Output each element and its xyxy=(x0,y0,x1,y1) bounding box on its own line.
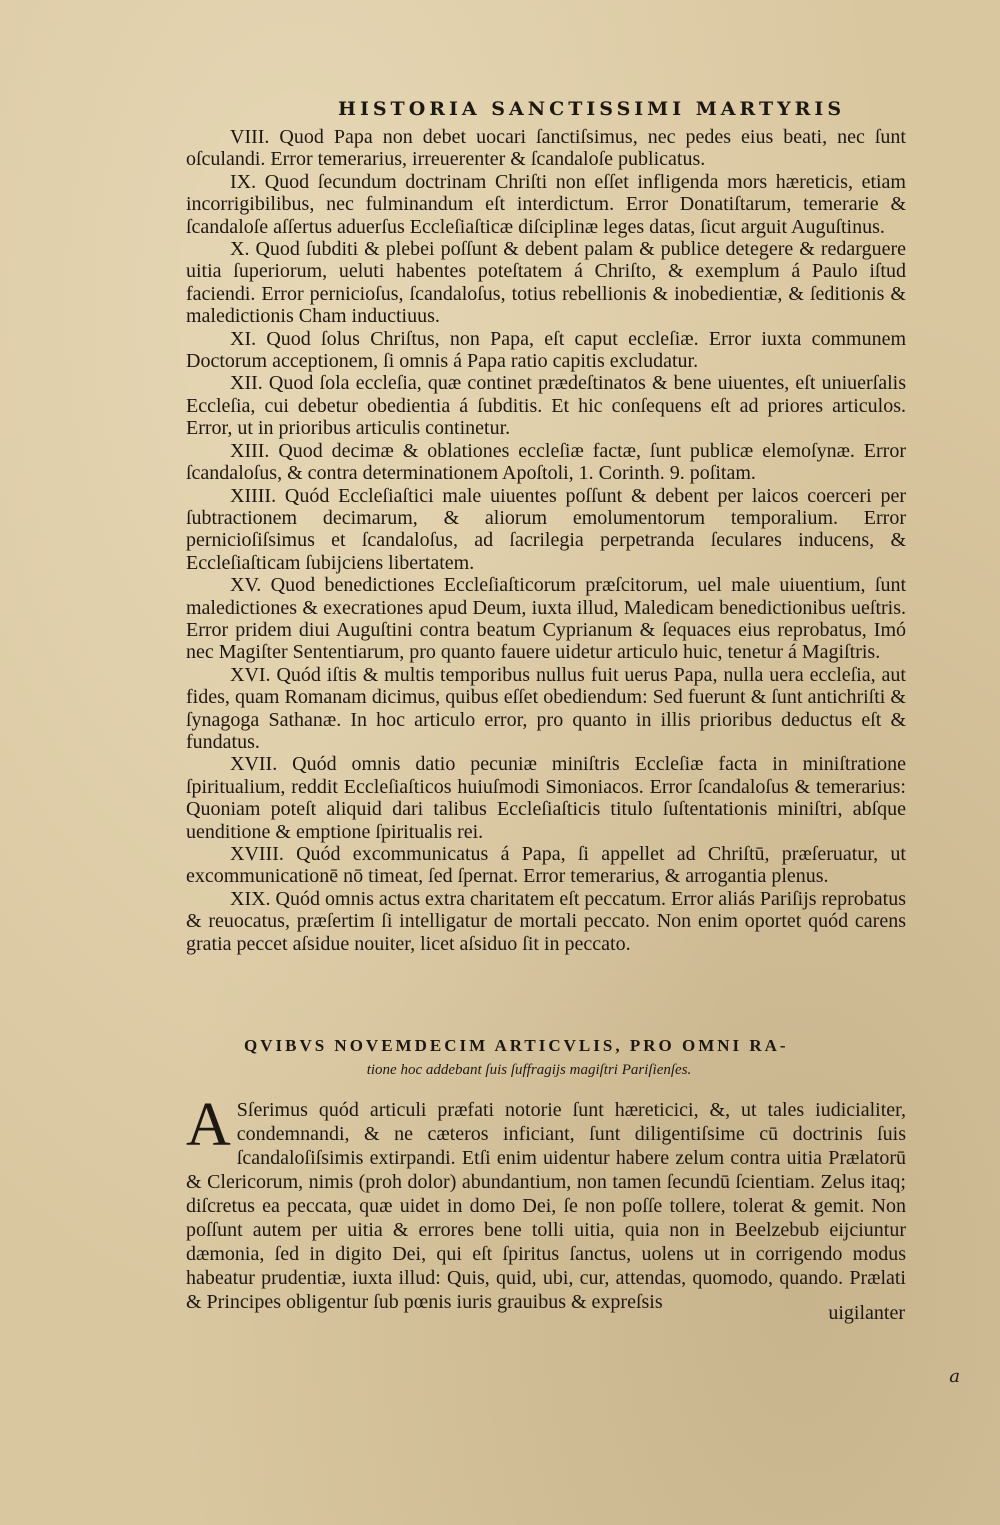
running-title: HISTORIA SANCTISSIMI MARTYRIS xyxy=(338,98,846,120)
closing-paragraph xyxy=(186,1091,906,1314)
article-xi: XI. Quod ſolus Chriſtus, non Papa, eſt caput eccleſiæ. Error iuxta communem Doctorum acceptionem, ſi omnis á Papa ratio capitis excludatur. xyxy=(186,327,906,373)
article-xiii: XIII. Quod decimæ & oblationes eccleſiæ factæ, ſunt publicæ elemoſynæ. Error ſcandaloſus, & contra determinationem Apoſtoli, 1. Corinth. 9. poſitam. xyxy=(186,439,906,485)
article-xix: XIX. Quód omnis actus extra charitatem eſt peccatum. Error aliás Pariſijs reprobatus & reuocatus, præſertim ſi intelligatur de mortali peccato. Non enim oportet quód carens gratia peccet aſsidue nouiter, licet aſsiduo ſit in peccato. xyxy=(186,887,906,955)
article-xviii: XVIII. Quód excommunicatus á Papa, ſi appellet ad Chriſtū, præſeruatur, ut excommunicationē nō timeat, ſed ſpernat. Error temerarius, & arrogantia plenus. xyxy=(186,843,906,888)
article-x: X. Quod ſubditi & plebei poſſunt & debent palam & publice detegere & redarguere uitia ſuperiorum, ueluti habentes poteſtatem á Chriſto, & exemplum á Paulo iſtud faciendi. Error pernicioſus, ſcandaloſus, totius rebellionis & inobedientiæ, & ſeditionis & maledictionis Cham inductiuus. xyxy=(186,238,906,328)
article-xv: XV. Quod benedictiones Eccleſiaſticorum præſcitorum, uel male uiuentium, ſunt maledictiones & execrationes apud Deum, iuxta illud, Maledicam benedictionibus ueſtris. Error pridem diui Auguſtini contra beatum Cyprianum & ſequaces eius reprobatus, Imó nec Magiſter Sententiarum, pro quanto fauere uidetur articulo huic, tenetur á Magiſtris. xyxy=(186,574,906,664)
drop-cap: A xyxy=(186,1091,231,1159)
article-xiiii: XIIII. Quód Eccleſiaſtici male uiuentes poſſunt & debent per laicos coerceri per ſubtractionem decimarum, & aliorum emolumentorum temporalium. Error pernicioſiſsimus et ſcandaloſus, ad ſacrilegia perpetranda ſeculares inducens, & Eccleſiaſticam ſubijciens libertatem. xyxy=(186,484,906,574)
article-xii: XII. Quod ſola eccleſia, quæ continet prædeſtinatos & bene uiuentes, eſt uniuerſalis Eccleſia, cui debetur obedientia á ſubditis. Et hic conſequens eſt ad priores articulos. Error, ut in prioribus articulis continetur. xyxy=(186,372,906,440)
article-ix: IX. Quod ſecundum doctrinam Chriſti non eſſet infligenda mors hæreticis, etiam incorrigibilibus, nec fulminandum eſt interdictum. Error Donatiſtarum, temerarie & ſcandaloſe aſſertus aduerſus Eccleſiaſticæ diſciplinæ leges datas, ſicut arguit Auguſtinus. xyxy=(186,170,906,238)
section-heading xyxy=(244,1036,844,1079)
article-viii: VIII. Quod Papa non debet uocari ſanctiſsimus, nec pedes eius beati, nec ſunt oſculandi. Error temerarius, irreuerenter & ſcandaloſe publicatus. xyxy=(186,126,906,171)
section-heading-line2: tione hoc addebant ſuis ſuffragijs magiſtri Pariſienſes. xyxy=(366,1062,692,1078)
closing-text: Sſerimus quód articuli præfati notorie ſunt hæreticici, &, ut tales iudicialiter, condemnandi, & ne cæteros inficiant, ſunt diligentiſsime cū doctrinis ſuis ſcandaloſiſsimis extirpandi. Etſi enim uidentur habere zelum contra uitia Prælatorū & Clericorum, nimis (proh dolor) abundantium, non tamen ſecundū ſcientiam. Zelus itaq; diſcretus ea peccata, quæ uidet in domo Dei, ſe non poſſe tollere, tolerat & gemit. Non poſſunt autem per uitia & errores bene tolli uitia, quia non in Beelzebub eijciuntur dæmonia, ſed in digito Dei, qui eſt ſpiritus ſanctus, uolens ut in corrigendo modus habeatur prudentiæ, iuxta illud: Quis, quid, ubi, cur, attendas, quomodo, quando. Prælati & Principes obligentur ſub pœnis iuris grauibus & expreſsis xyxy=(186,1099,906,1313)
articles-list xyxy=(186,126,906,955)
article-xvii: XVII. Quód omnis datio pecuniæ miniſtris Eccleſiæ facta in miniſtratione ſpiritualium, reddit Eccleſiaſticos huiuſmodi Simoniacos. Error ſcandaloſus & temerarius: Quoniam poteſt aliquid dari talibus Eccleſiaſticis titulo ſuſtentationis miniſtri, abſque uenditione & emptione ſpiritualis rei. xyxy=(186,753,906,843)
section-heading-line1: QVIBVS NOVEMDECIM ARTICVLIS, PRO OMNI RA- xyxy=(244,1036,789,1055)
catchword: uigilanter xyxy=(828,1302,905,1324)
signature-mark: a xyxy=(949,1366,960,1387)
article-xvi: XVI. Quód iſtis & multis temporibus nullus fuit uerus Papa, nulla uera eccleſia, aut fides, quam Romanam dicimus, quibus eſſet obediendum: Sed fuerunt & ſunt antichriſti & ſynagoga Sathanæ. In hoc articulo error, pro quanto in illis prioribus deductus eſt & fundatus. xyxy=(186,663,906,753)
